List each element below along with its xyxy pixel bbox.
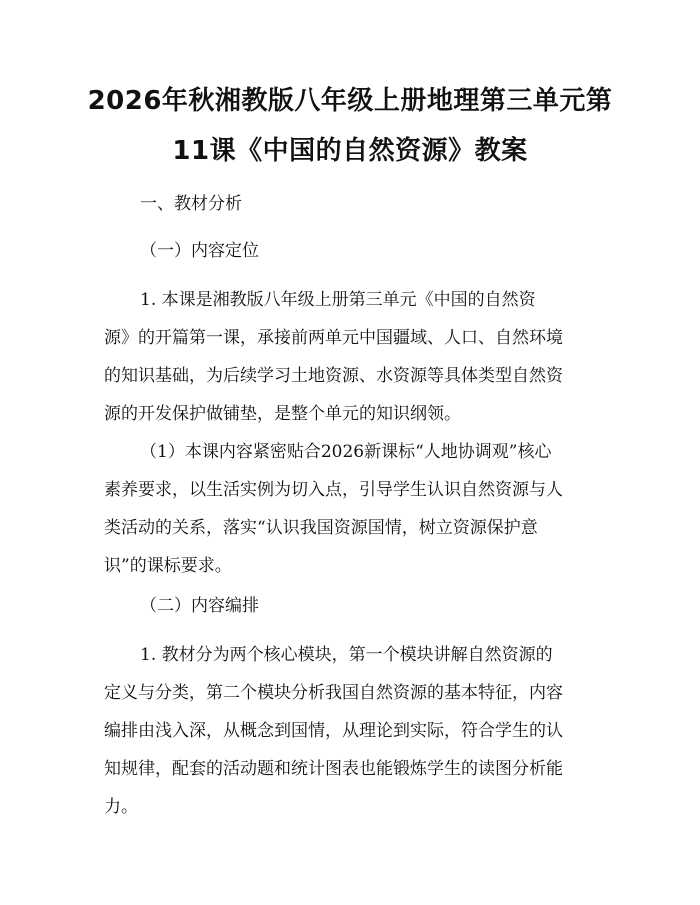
paragraph-lesson-position: [104, 281, 600, 433]
paragraph-line: 源》的开篇第一课，承接前两单元中国疆域、人口、自然环境: [104, 328, 563, 348]
paragraph-line: 的知识基础，为后续学习土地资源、水资源等具体类型自然资: [104, 366, 563, 386]
paragraph-line: 知规律，配套的活动题和统计图表也能锻炼学生的读图分析能: [104, 759, 563, 779]
paragraph-line: 编排由浅入深，从概念到国情，从理论到实际，符合学生的认: [104, 721, 563, 741]
paragraph-content-arrangement: [104, 636, 600, 826]
paragraph-line: 源的开发保护做铺垫，是整个单元的知识纲领。: [104, 404, 461, 424]
paragraph-line: 1. 本课是湘教版八年级上册第三单元《中国的自然资: [140, 290, 536, 310]
paragraph-curriculum-standard: [104, 433, 600, 585]
document-title-line-2: 11课《中国的自然资源》教案: [172, 136, 528, 166]
paragraph-line: 类活动的关系，落实“认识我国资源国情，树立资源保护意: [104, 518, 538, 538]
section-heading-textbook-analysis: 一、教材分析: [140, 194, 242, 214]
paragraph-line: 力。: [104, 797, 138, 817]
paragraph-line: 素养要求，以生活实例为切入点，引导学生认识自然资源与人: [104, 480, 563, 500]
paragraph-line: 1. 教材分为两个核心模块，第一个模块讲解自然资源的: [140, 645, 553, 665]
document-title-line-1: 2026年秋湘教版八年级上册地理第三单元第: [87, 86, 613, 116]
subsection-heading-content-positioning: （一）内容定位: [140, 241, 259, 261]
paragraph-line: 识”的课标要求。: [104, 556, 232, 576]
subsection-heading-content-arrangement: （二）内容编排: [140, 596, 259, 616]
paragraph-line: （1）本课内容紧密贴合2026新课标“人地协调观”核心: [140, 442, 552, 462]
paragraph-line: 定义与分类，第二个模块分析我国自然资源的基本特征，内容: [104, 683, 563, 703]
